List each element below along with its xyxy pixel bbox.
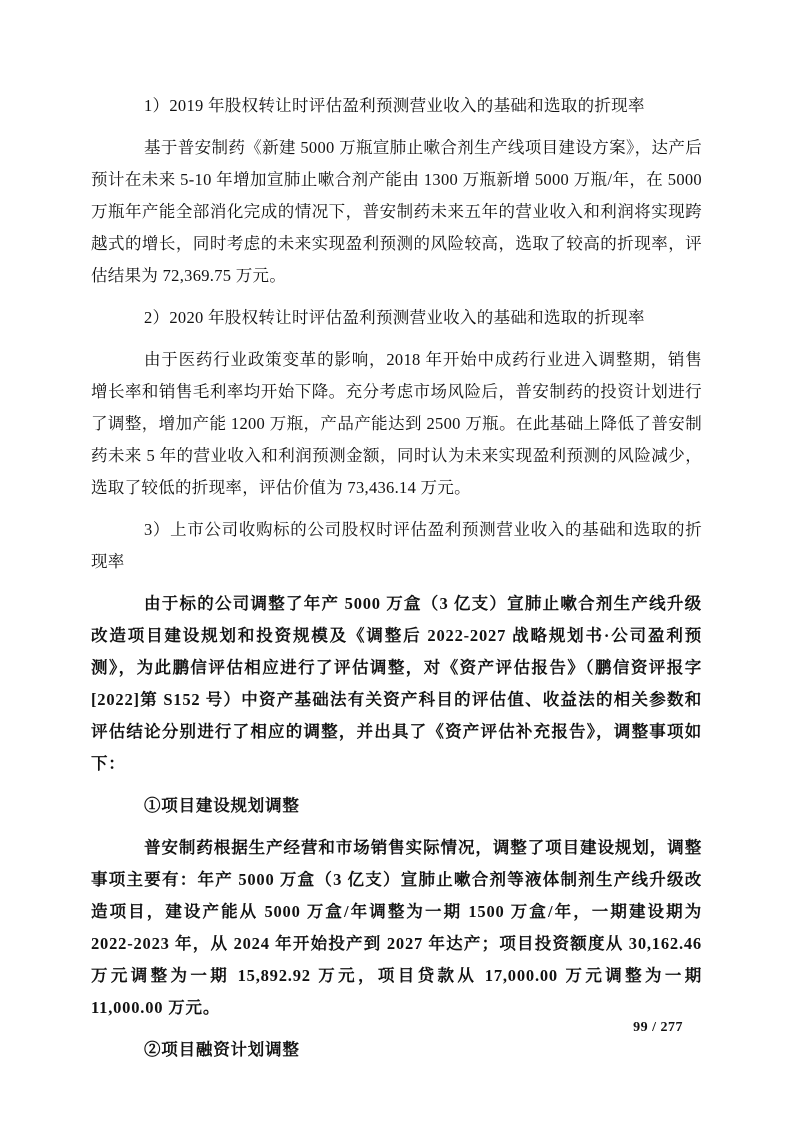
heading-2019-discount-rate: 1）2019 年股权转让时评估盈利预测营业收入的基础和选取的折现率 <box>144 96 645 115</box>
heading-2020-discount-rate: 2）2020 年股权转让时评估盈利预测营业收入的基础和选取的折现率 <box>144 308 645 327</box>
para-2019-valuation: 基于普安制药《新建 5000 万瓶宣肺止嗽合剂生产线项目建设方案》，达产后预计在未来 5-10 年增加宣肺止嗽合剂产能由 1300 万瓶新增 5000 万瓶/年，在 5000 万瓶年产能全部消化完成的情况下，普安制药未来五年的营业收入和利润将实现跨越式的增长，同时考虑的未来实现盈利预测的风险较高，选取了较高的折现率，评估结果为 72,369.75 万元。 <box>91 138 702 285</box>
para-item1-construction-plan-details: 普安制药根据生产经营和市场销售实际情况，调整了项目建设规划，调整事项主要有：年产 5000 万盒（3 亿支）宣肺止嗽合剂等液体制剂生产线升级改造项目，建设产能从 5000 万盒/年调整为一期 1500 万盒/年，一期建设期为 2022-2023 年，从 2024 年开始投产到 2027 年达产；项目投资额度从 30,162.46 万元调整为一期 15,892.92 万元，项目贷款从 17,000.00 万元调整为一期 11,000.00 万元。 <box>91 838 702 1017</box>
para-adjustment-overview: 由于标的公司调整了年产 5000 万盒（3 亿支）宣肺止嗽合剂生产线升级改造项目建设规划和投资规模及《调整后 2022-2027 战略规划书·公司盈利预测》，为此鹏信评估相应进行了评估调整，对《资产评估报告》（鹏信资评报字[2022]第 S152 号）中资产基础法有关资产科目的评估值、收益法的相关参数和评估结论分别进行了相应的调整，并出具了《资产评估补充报告》，调整事项如下： <box>91 594 702 773</box>
heading-item1-construction-plan-adjustment: ①项目建设规划调整 <box>144 796 300 815</box>
heading-acquisition-discount-rate: 3）上市公司收购标的公司股权时评估盈利预测营业收入的基础和选取的折现率 <box>91 520 702 571</box>
heading-item2-financing-plan-adjustment: ②项目融资计划调整 <box>144 1040 300 1059</box>
para-2020-valuation: 由于医药行业政策变革的影响，2018 年开始中成药行业进入调整期，销售增长率和销售毛利率均开始下降。充分考虑市场风险后，普安制药的投资计划进行了调整，增加产能 1200 万瓶，产品产能达到 2500 万瓶。在此基础上降低了普安制药未来 5 年的营业收入和利润预测金额，同时认为未来实现盈利预测的风险减少，选取了较低的折现率，评估价值为 73,436.14 万元。 <box>91 350 702 497</box>
page-number: 99 / 277 <box>633 1020 683 1035</box>
document-body <box>91 90 702 1066</box>
